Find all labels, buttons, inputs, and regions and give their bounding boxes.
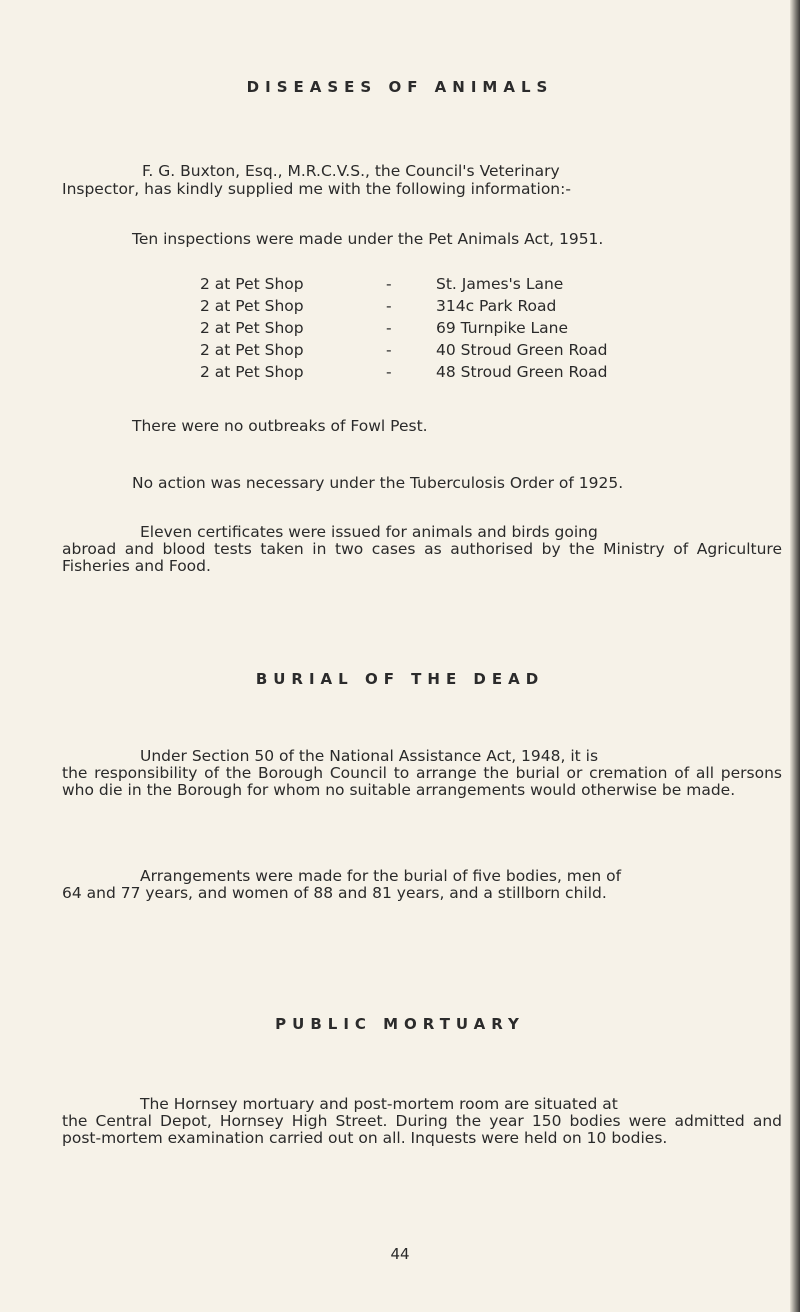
shop-address: 314c Park Road: [436, 297, 557, 315]
pet-shop-row: [200, 341, 680, 363]
section-50-rest: the responsibility of the Borough Council to arrange the burial or cremation of all persons who die in the Borough for whom no suitable arrangements would otherwise be made.: [62, 764, 782, 799]
page-edge: [790, 0, 800, 1312]
mortuary-paragraph: [62, 1096, 782, 1147]
pet-shop-row: [200, 297, 680, 319]
shop-address: St. James's Lane: [436, 275, 564, 293]
mortuary-heading: PUBLIC MORTUARY: [275, 1015, 525, 1033]
shop-count: 2 at Pet Shop: [200, 297, 304, 315]
section-50-line-1: Under Section 50 of the National Assistance Act, 1948, it is: [140, 747, 599, 765]
arrangements-line-1: Arrangements were made for the burial of five bodies, men of: [140, 867, 622, 885]
shop-dash: -: [386, 319, 392, 337]
intro-line-2: Inspector, has kindly supplied me with the following information:-: [62, 180, 571, 198]
shop-address: 48 Stroud Green Road: [436, 363, 608, 381]
intro-line-1: F. G. Buxton, Esq., M.R.C.V.S., the Council's Veterinary: [142, 162, 560, 180]
shop-dash: -: [386, 275, 392, 293]
certificates-rest: abroad and blood tests taken in two cases as authorised by the Ministry of Agriculture Fisheries and Food.: [62, 540, 782, 575]
pet-shop-row: [200, 319, 680, 341]
shop-address: 69 Turnpike Lane: [436, 319, 569, 337]
shop-dash: -: [386, 363, 392, 381]
shop-dash: -: [386, 341, 392, 359]
shop-count: 2 at Pet Shop: [200, 341, 304, 359]
pet-shop-row: [200, 363, 680, 385]
tuberculosis-text: No action was necessary under the Tuberculosis Order of 1925.: [132, 474, 624, 492]
inspections-text: Ten inspections were made under the Pet Animals Act, 1951.: [132, 230, 604, 248]
pet-shop-row: [200, 275, 680, 297]
arrangements-rest: 64 and 77 years, and women of 88 and 81 years, and a stillborn child.: [62, 884, 607, 902]
section-50-paragraph: [62, 748, 782, 799]
arrangements-paragraph: [62, 868, 782, 902]
pet-shop-list: [200, 275, 680, 385]
certificates-paragraph: [62, 524, 782, 575]
shop-dash: -: [386, 297, 392, 315]
shop-count: 2 at Pet Shop: [200, 275, 304, 293]
certificates-line-1: Eleven certificates were issued for animals and birds going: [140, 523, 598, 541]
burial-heading: BURIAL OF THE DEAD: [255, 670, 545, 688]
mortuary-line-1: The Hornsey mortuary and post-mortem room are situated at: [140, 1095, 618, 1113]
fowl-pest-text: There were no outbreaks of Fowl Pest.: [132, 417, 428, 435]
shop-count: 2 at Pet Shop: [200, 319, 304, 337]
page-number: 44: [390, 1245, 410, 1263]
shop-address: 40 Stroud Green Road: [436, 341, 608, 359]
shop-count: 2 at Pet Shop: [200, 363, 304, 381]
mortuary-rest: the Central Depot, Hornsey High Street. During the year 150 bodies were admitted and post-mortem examination carried out on all. Inquests were held on 10 bodies.: [62, 1112, 782, 1147]
diseases-heading: DISEASES OF ANIMALS: [246, 78, 554, 96]
